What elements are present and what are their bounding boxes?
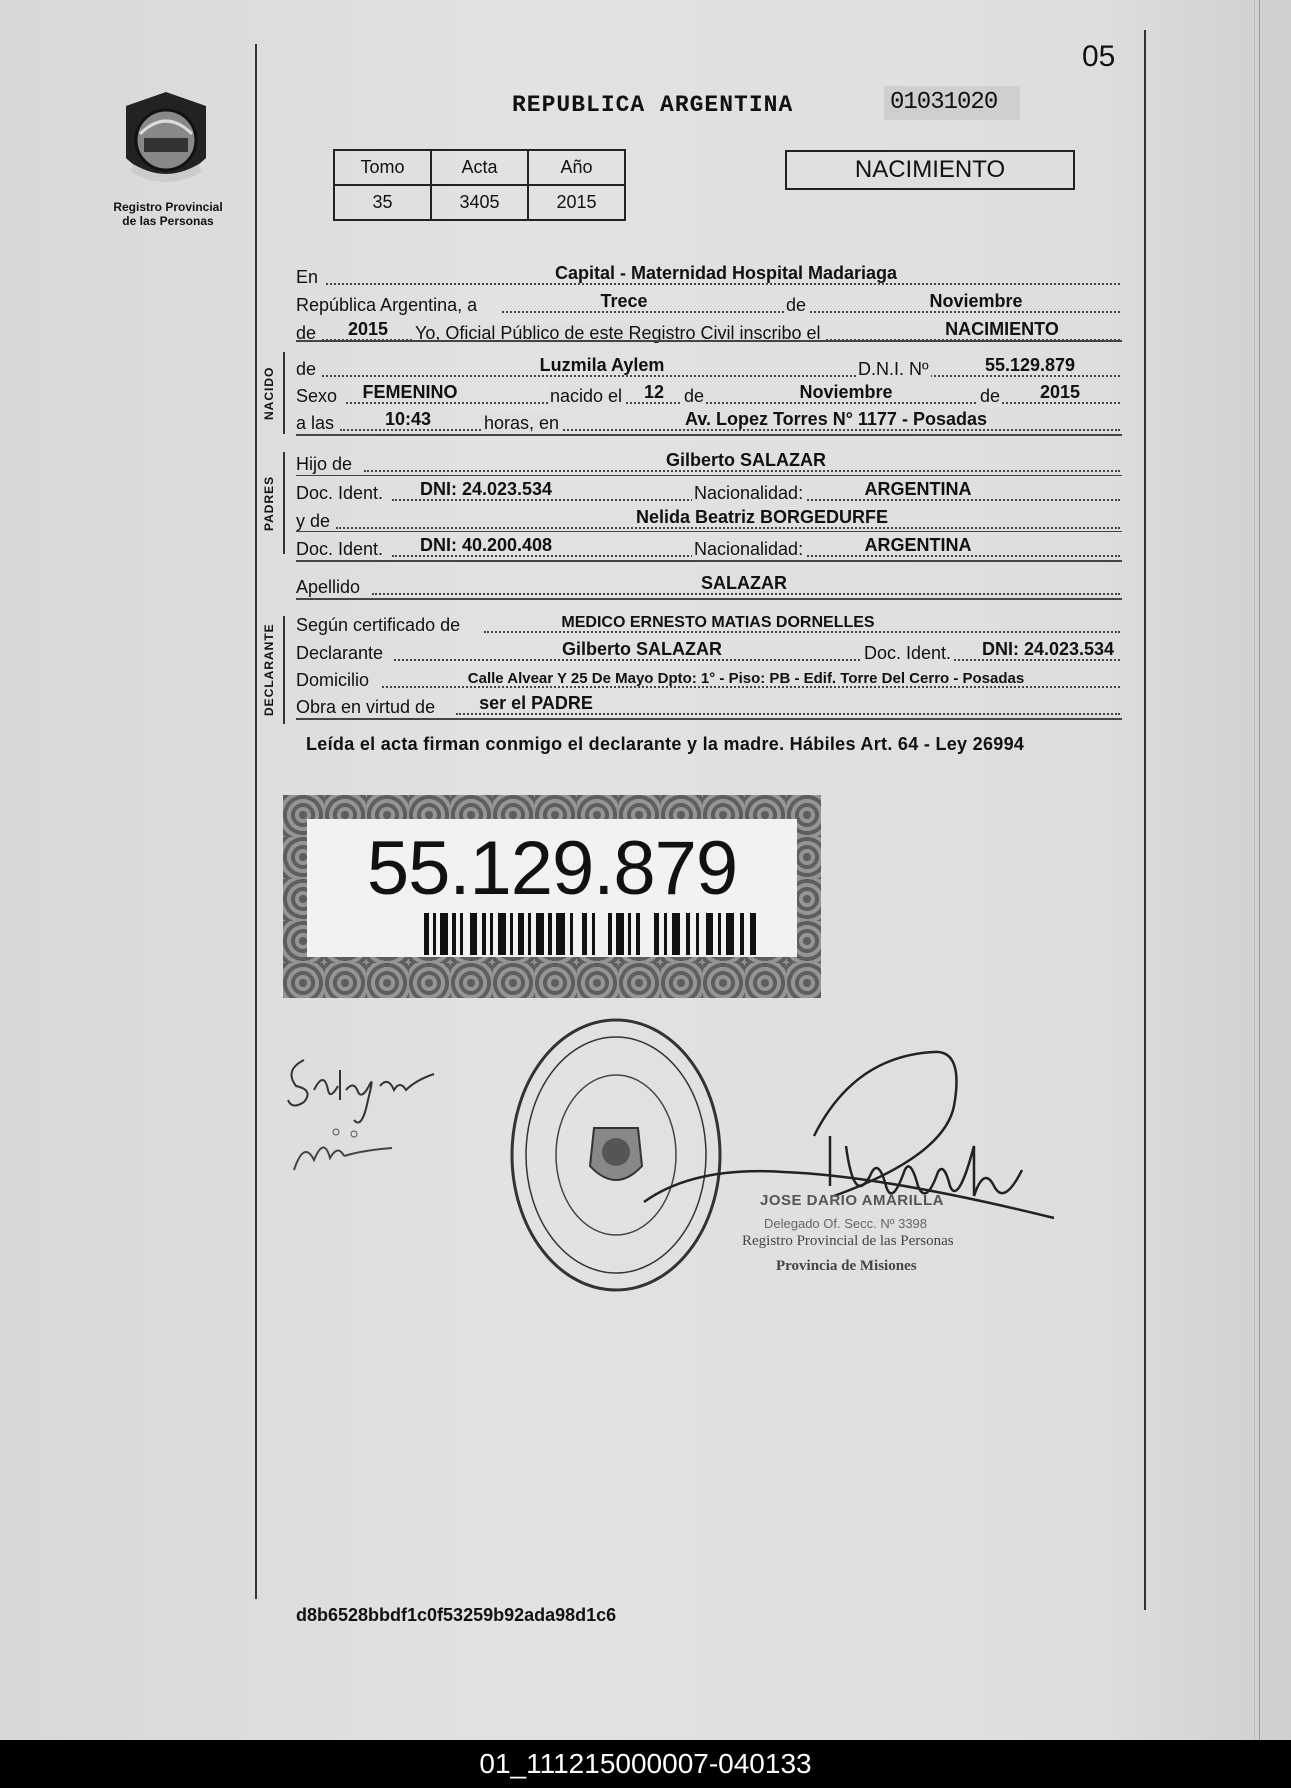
cert-line (296, 612, 1120, 638)
declarante-section-label: DECLARANTE (262, 623, 276, 717)
dni-label: D.N.I. Nº (858, 359, 929, 379)
father-label: Hijo de (296, 454, 353, 474)
father-doc: DNI: 24.023.534 (419, 479, 553, 499)
nat-label: Nacionalidad: (694, 539, 804, 559)
separator (296, 434, 1122, 436)
cert-value: MEDICO ERNESTO MATIAS DORNELLES (561, 614, 875, 631)
born-month: Noviembre (799, 382, 893, 402)
closing-statement: Leída el acta firman conmigo el declarante y la madre. Hábiles Art. 64 - Ley 26994 (306, 734, 1025, 754)
child-dni: 55.129.879 (984, 355, 1076, 375)
year-value: 2015 (347, 319, 389, 339)
year-record-type: NACIMIENTO (945, 319, 1059, 339)
stamp-number: 01031020 (884, 86, 1020, 120)
padres-section-label: PADRES (262, 475, 276, 531)
declarant-name: Gilberto SALAZAR (562, 639, 722, 659)
table-header: Tomo (334, 150, 431, 185)
child-sex: FEMENINO (362, 382, 458, 402)
doc-label: Doc. Ident. (296, 483, 384, 503)
barcode-icon (424, 913, 756, 955)
page-edge-2 (1259, 0, 1260, 1740)
father-line (296, 451, 1120, 477)
separator (296, 598, 1122, 600)
born-label: nacido el (550, 386, 623, 406)
date-month: Noviembre (929, 291, 1023, 311)
obra-label: Obra en virtud de (296, 697, 436, 717)
record-type-box: NACIMIENTO (785, 150, 1075, 190)
registry-label-line1: Registro Provincial (113, 200, 223, 214)
official-province: Provincia de Misiones (776, 1258, 917, 1274)
year-text: Yo, Oficial Público de este Registro Civil inscribo el (412, 323, 824, 344)
provincial-seal-icon (118, 88, 214, 198)
birth-time: 10:43 (384, 409, 432, 429)
separator (296, 718, 1122, 720)
page-edge (1254, 0, 1255, 1740)
declarant-label: Declarante (296, 643, 384, 663)
separator (296, 475, 1122, 476)
year-line (296, 320, 1120, 346)
table-header: Año (528, 150, 625, 185)
year-label: de (296, 323, 317, 343)
scan-footer-id: 01_111215000007-040133 (0, 1740, 1291, 1788)
time-label: a las (296, 413, 335, 433)
sex-line (296, 383, 1120, 409)
nat-label: Nacionalidad: (694, 483, 804, 503)
born-day: 12 (643, 382, 665, 402)
birth-address: Av. Lopez Torres N° 1177 - Posadas (685, 409, 987, 429)
nacido-section-label: NACIDO (262, 366, 276, 420)
registry-label-line2: de las Personas (122, 214, 214, 228)
hours-label: horas, en (484, 413, 560, 433)
place-label: En (296, 267, 319, 287)
republic-title: REPUBLICA ARGENTINA (512, 92, 794, 118)
nacido-bar (283, 352, 285, 434)
time-line (296, 410, 1120, 436)
declarant-signature-icon (284, 1040, 474, 1190)
mother-nationality: ARGENTINA (864, 535, 972, 555)
table-header: Acta (431, 150, 528, 185)
domicile-label: Domicilio (296, 670, 370, 690)
father-doc-line (296, 480, 1120, 506)
born-year: 2015 (1039, 382, 1081, 402)
obra-value: ser el PADRE (479, 693, 593, 713)
domicile-value: Calle Alvear Y 25 De Mayo Dpto: 1° - Piso: PB - Edif. Torre Del Cerro - Posadas (467, 670, 1025, 687)
official-title: Delegado Of. Secc. Nº 3398 (764, 1216, 928, 1231)
date-de-label: de (786, 295, 807, 315)
table-cell: 2015 (528, 185, 625, 220)
born-de-1: de (684, 386, 705, 406)
father-name: Gilberto SALAZAR (666, 450, 826, 470)
surname-value: SALAZAR (701, 573, 787, 593)
table-cell: 35 (334, 185, 431, 220)
left-margin-line (255, 44, 257, 1599)
official-name: JOSE DARIO AMARILLA (760, 1192, 944, 1209)
name-label: de (296, 359, 317, 379)
dni-banner (283, 795, 821, 998)
date-label: República Argentina, a (296, 295, 478, 315)
surname-label: Apellido (296, 577, 361, 597)
mother-doc-line (296, 536, 1120, 562)
cert-label: Según certificado de (296, 615, 461, 635)
declarant-doc: DNI: 24.023.534 (981, 639, 1115, 659)
separator (296, 560, 1122, 562)
registry-label (98, 200, 238, 228)
born-de-2: de (980, 386, 1001, 406)
father-nationality: ARGENTINA (864, 479, 972, 499)
date-day: Trece (600, 291, 648, 311)
mother-label: y de (296, 511, 331, 531)
dni-banner-inner (307, 819, 797, 957)
padres-bar (283, 452, 285, 554)
page-number: 05 (1082, 40, 1116, 73)
table-cell: 3405 (431, 185, 528, 220)
surname-line (296, 574, 1120, 600)
right-margin-line (1144, 30, 1146, 1610)
name-line (296, 356, 1120, 382)
place-value: Capital - Maternidad Hospital Madariaga (554, 263, 898, 283)
dni-banner-number: 55.129.879 (366, 826, 738, 911)
mother-name: Nelida Beatriz BORGEDURFE (635, 507, 889, 527)
obra-line (296, 694, 1120, 720)
separator (296, 340, 1122, 342)
separator (296, 531, 1122, 532)
date-line (296, 292, 1120, 318)
declarant-doc-label: Doc. Ident. (864, 643, 952, 663)
mother-doc: DNI: 40.200.408 (419, 535, 553, 555)
document-hash: d8b6528bbdf1c0f53259b92ada98d1c6 (296, 1605, 617, 1625)
child-name: Luzmila Aylem (539, 355, 665, 375)
official-registry: Registro Provincial de las Personas (742, 1233, 954, 1249)
tomo-acta-table (333, 149, 626, 221)
declarante-bar (283, 616, 285, 724)
place-line (296, 264, 1120, 290)
sex-label: Sexo (296, 386, 338, 406)
declarant-line (296, 640, 1120, 666)
doc-label: Doc. Ident. (296, 539, 384, 559)
domicile-line (296, 667, 1120, 693)
